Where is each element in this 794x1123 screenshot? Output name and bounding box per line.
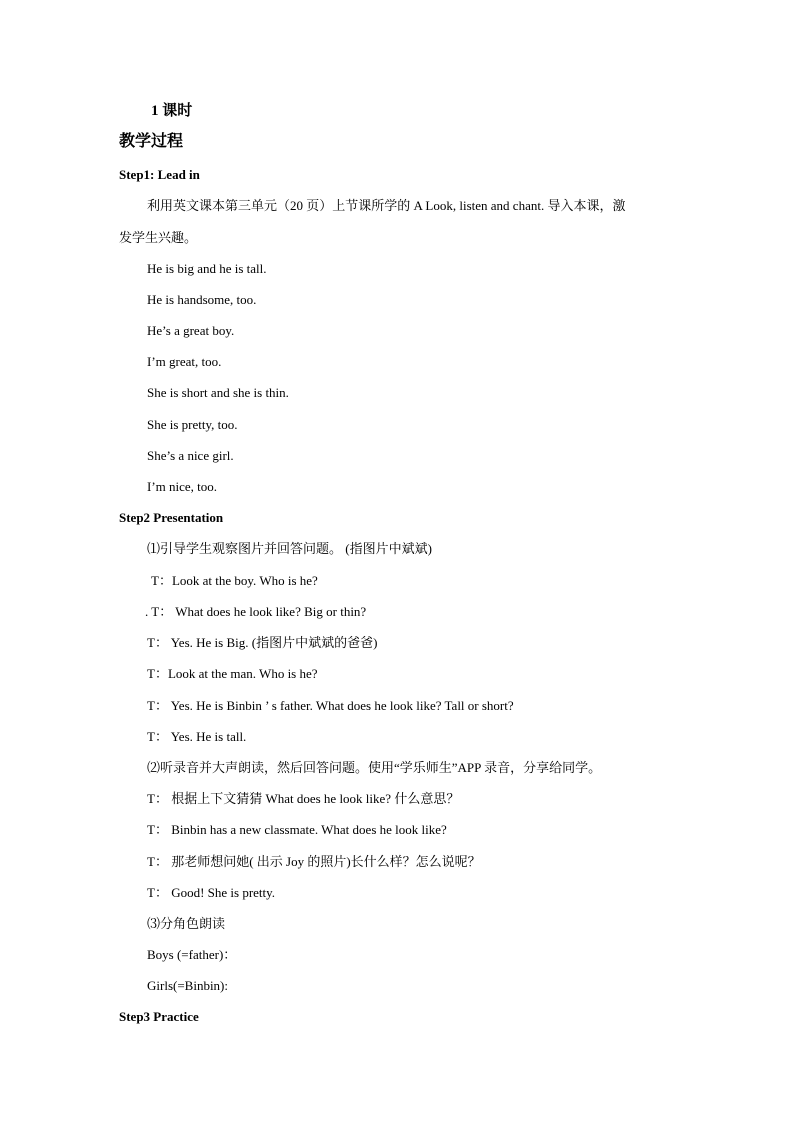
- chant-line: I’m great, too.: [147, 354, 222, 369]
- step1-intro-line2: 发学生兴趣。: [119, 230, 198, 245]
- chant-line: She is short and she is thin.: [147, 385, 289, 400]
- step2-line: T： Binbin has a new classmate. What does he look like?: [147, 822, 447, 837]
- step1-intro-line1: 利用英文课本第三单元（20 页）上节课所学的 A Look, listen and chant. 导入本课，激: [147, 198, 626, 213]
- step2-line: T： Yes. He is Big. (指图片中斌斌的爸爸): [147, 635, 378, 650]
- chant-line: He is big and he is tall.: [147, 261, 267, 276]
- lesson-title: 1 课时: [151, 103, 193, 119]
- chant-line: She’s a nice girl.: [147, 448, 234, 463]
- chant-line: He’s a great boy.: [147, 323, 235, 338]
- step2-line: . T： What does he look like? Big or thin?: [145, 604, 367, 619]
- chant-line: She is pretty, too.: [147, 417, 238, 432]
- step2-line: Boys (=father)：: [147, 947, 237, 962]
- step2-line: ⑵听录音并大声朗读，然后回答问题。使用“学乐师生”APP 录音，分享给同学。: [147, 760, 602, 775]
- step2-line: T： Yes. He is Binbin ’ s father. What does he look like? Tall or short?: [147, 698, 514, 713]
- step2-line: ⑴引导学生观察图片并回答问题。 (指图片中斌斌): [147, 541, 432, 556]
- step2-line: T： Good! She is pretty.: [147, 885, 276, 900]
- section-heading: 教学过程: [119, 133, 184, 150]
- step2-line: ⑶分角色朗读: [147, 916, 226, 931]
- chant-line: I’m nice, too.: [147, 479, 218, 494]
- step2-line: T：Look at the boy. Who is he?: [151, 573, 318, 588]
- step1-heading: Step1: Lead in: [119, 167, 200, 182]
- step2-line: T：Look at the man. Who is he?: [147, 666, 318, 681]
- step2-line: T： 根据上下文猜猜 What does he look like? 什么意思？: [147, 791, 460, 806]
- step2-heading: Step2 Presentation: [119, 510, 224, 525]
- step2-line: Girls(=Binbin):: [147, 978, 228, 993]
- chant-line: He is handsome, too.: [147, 292, 257, 307]
- step3-heading: Step3 Practice: [119, 1009, 199, 1024]
- step2-line: T： 那老师想问她( 出示 Joy 的照片)长什么样？怎么说呢？: [147, 854, 481, 869]
- step2-line: T： Yes. He is tall.: [147, 729, 247, 744]
